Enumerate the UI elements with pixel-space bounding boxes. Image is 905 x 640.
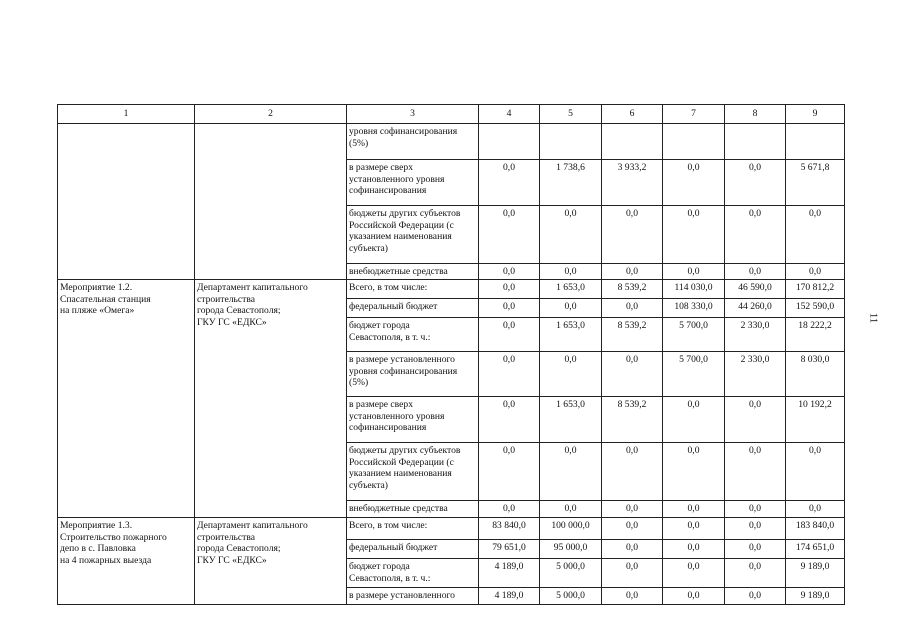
amount-cell: 1 653,0 [540,397,602,443]
amount-cell: 46 590,0 [725,280,786,299]
amount-cell: 1 738,6 [540,160,602,206]
amount-cell: 0,0 [602,588,663,605]
amount-cell: 0,0 [540,443,602,501]
amount-cell: 108 330,0 [663,299,725,318]
funding-source-cell: в размере сверх установленного уровня софинансирования [347,160,479,206]
funding-source-cell: в размере установленного уровня софинансирования (5%) [347,352,479,397]
column-header: 9 [786,105,845,124]
amount-cell: 8 030,0 [786,352,845,397]
amount-cell: 18 222,2 [786,318,845,352]
amount-cell: 0,0 [479,280,540,299]
amount-cell: 0,0 [602,559,663,588]
amount-cell: 0,0 [786,501,845,518]
funding-source-cell: федеральный бюджет [347,299,479,318]
amount-cell: 0,0 [786,443,845,501]
funding-source-cell: в размере установленного [347,588,479,605]
amount-cell: 3 933,2 [602,160,663,206]
amount-cell: 0,0 [663,540,725,559]
table-row [58,280,845,299]
amount-cell: 8 539,2 [602,318,663,352]
amount-cell: 9 189,0 [786,559,845,588]
amount-cell: 0,0 [663,206,725,264]
amount-cell: 0,0 [540,299,602,318]
column-header: 1 [58,105,195,124]
amount-cell: 10 192,2 [786,397,845,443]
amount-cell: 0,0 [725,397,786,443]
measure-name-cell: Мероприятие 1.2. Спасательная станция на пляже «Омега» [58,280,195,518]
amount-cell: 0,0 [479,160,540,206]
amount-cell: 0,0 [602,540,663,559]
amount-cell: 5 700,0 [663,352,725,397]
page-number: 11 [867,312,880,324]
funding-source-cell: уровня софинансирования (5%) [347,124,479,160]
amount-cell: 0,0 [663,588,725,605]
amount-cell: 0,0 [725,588,786,605]
amount-cell: 0,0 [663,160,725,206]
amount-cell: 100 000,0 [540,518,602,540]
amount-cell: 0,0 [725,264,786,280]
amount-cell [663,124,725,160]
amount-cell: 0,0 [663,518,725,540]
amount-cell: 0,0 [663,397,725,443]
amount-cell: 0,0 [725,540,786,559]
amount-cell: 0,0 [663,264,725,280]
table-row [58,518,845,540]
amount-cell: 0,0 [479,443,540,501]
amount-cell: 0,0 [602,501,663,518]
funding-source-cell: федеральный бюджет [347,540,479,559]
funding-source-cell: в размере сверх установленного уровня софинансирования [347,397,479,443]
amount-cell: 8 539,2 [602,397,663,443]
measure-name-cell: Мероприятие 1.3. Строительство пожарного депо в с. Павловка на 4 пожарных выезда [58,518,195,605]
amount-cell: 0,0 [602,443,663,501]
amount-cell [786,124,845,160]
amount-cell: 0,0 [725,206,786,264]
amount-cell: 5 000,0 [540,588,602,605]
amount-cell: 0,0 [479,318,540,352]
executor-cell: Департамент капитального строительства города Севастополя; ГКУ ГС «ЕДКС» [195,280,347,518]
amount-cell: 0,0 [602,518,663,540]
amount-cell [479,124,540,160]
amount-cell: 0,0 [540,264,602,280]
amount-cell: 0,0 [479,501,540,518]
amount-cell: 0,0 [602,299,663,318]
amount-cell: 0,0 [540,206,602,264]
amount-cell: 83 840,0 [479,518,540,540]
amount-cell: 44 260,0 [725,299,786,318]
amount-cell: 0,0 [725,443,786,501]
amount-cell: 5 671,8 [786,160,845,206]
column-header: 8 [725,105,786,124]
amount-cell: 2 330,0 [725,352,786,397]
amount-cell [540,124,602,160]
amount-cell: 0,0 [725,559,786,588]
amount-cell: 1 653,0 [540,280,602,299]
column-header: 3 [347,105,479,124]
amount-cell: 0,0 [540,352,602,397]
amount-cell: 0,0 [786,264,845,280]
amount-cell: 0,0 [479,299,540,318]
column-number-header-row [58,105,845,124]
amount-cell: 4 189,0 [479,559,540,588]
funding-source-cell: бюджет города Севастополя, в т. ч.: [347,318,479,352]
column-header: 6 [602,105,663,124]
amount-cell: 79 651,0 [479,540,540,559]
amount-cell: 0,0 [479,264,540,280]
amount-cell: 183 840,0 [786,518,845,540]
amount-cell: 0,0 [786,206,845,264]
measure-name-cell [58,124,195,280]
funding-source-cell: Всего, в том числе: [347,280,479,299]
amount-cell: 4 189,0 [479,588,540,605]
amount-cell: 0,0 [725,518,786,540]
executor-cell [195,124,347,280]
amount-cell: 0,0 [479,397,540,443]
column-header: 7 [663,105,725,124]
executor-cell: Департамент капитального строительства города Севастополя; ГКУ ГС «ЕДКС» [195,518,347,605]
amount-cell: 0,0 [479,352,540,397]
funding-source-cell: бюджеты других субъектов Российской Федерации (с указанием наименования субъекта) [347,206,479,264]
amount-cell: 0,0 [479,206,540,264]
amount-cell: 0,0 [602,264,663,280]
amount-cell: 1 653,0 [540,318,602,352]
amount-cell: 0,0 [663,559,725,588]
column-header: 2 [195,105,347,124]
funding-source-cell: бюджет города Севастополя, в т. ч.: [347,559,479,588]
amount-cell: 0,0 [663,443,725,501]
amount-cell: 0,0 [725,501,786,518]
amount-cell: 0,0 [602,206,663,264]
amount-cell: 174 651,0 [786,540,845,559]
amount-cell: 2 330,0 [725,318,786,352]
funding-source-cell: бюджеты других субъектов Российской Федерации (с указанием наименования субъекта) [347,443,479,501]
funding-source-cell: Всего, в том числе: [347,518,479,540]
amount-cell: 152 590,0 [786,299,845,318]
amount-cell: 8 539,2 [602,280,663,299]
amount-cell: 9 189,0 [786,588,845,605]
amount-cell: 114 030,0 [663,280,725,299]
amount-cell: 0,0 [602,352,663,397]
amount-cell: 95 000,0 [540,540,602,559]
column-header: 5 [540,105,602,124]
funding-source-cell: внебюджетные средства [347,501,479,518]
amount-cell: 0,0 [540,501,602,518]
amount-cell [602,124,663,160]
amount-cell [725,124,786,160]
amount-cell: 0,0 [725,160,786,206]
column-header: 4 [479,105,540,124]
funding-source-cell: внебюджетные средства [347,264,479,280]
amount-cell: 5 700,0 [663,318,725,352]
amount-cell: 0,0 [663,501,725,518]
table-row [58,124,845,160]
amount-cell: 170 812,2 [786,280,845,299]
financing-table [57,104,845,605]
amount-cell: 5 000,0 [540,559,602,588]
